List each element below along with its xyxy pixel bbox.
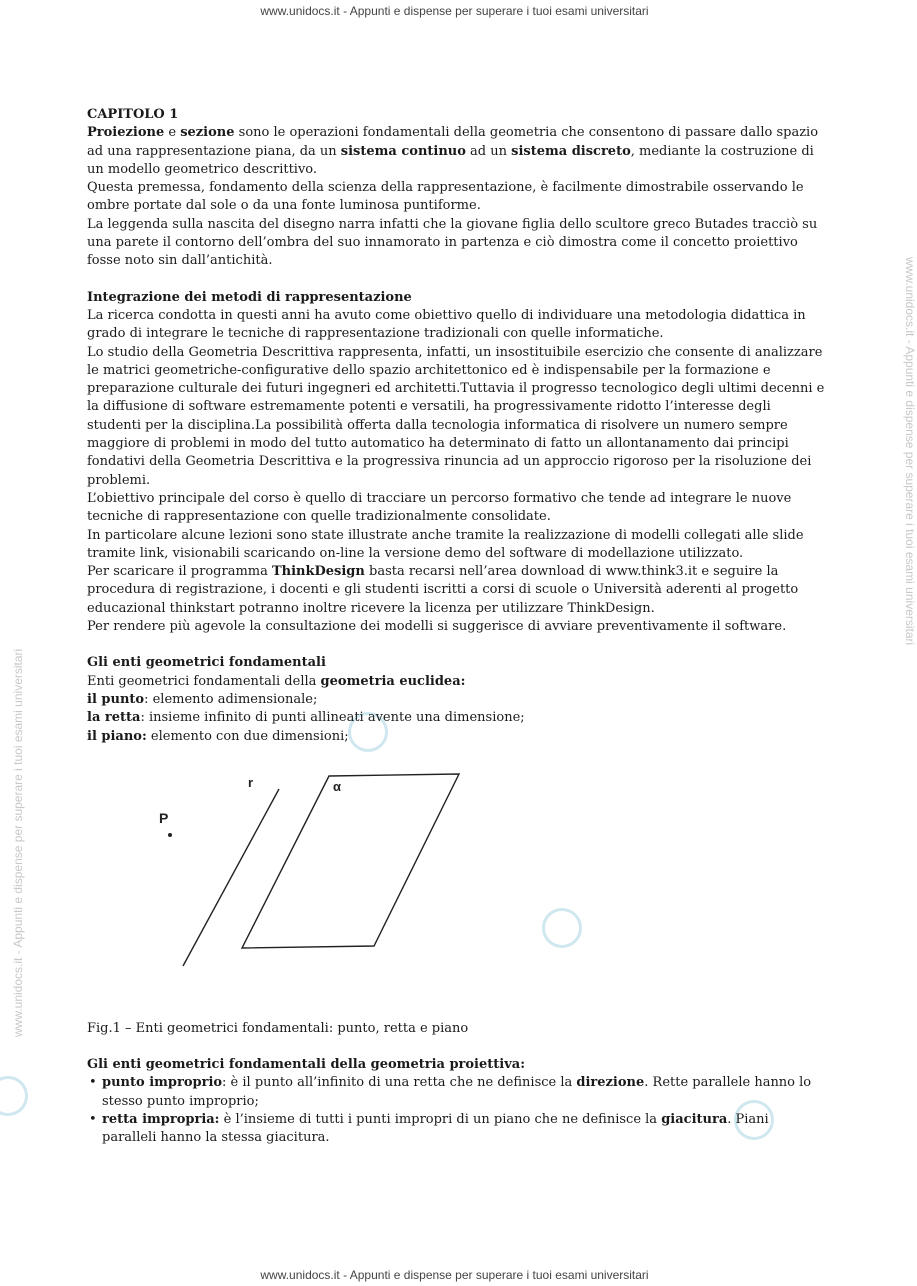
geometry-diagram [147, 754, 507, 994]
figure-caption: Fig.1 – Enti geometrici fondamentali: punto, retta e piano [87, 1020, 469, 1036]
entity-line: la retta: insieme infinito di punti allineati avente una dimensione; [87, 710, 525, 726]
chapter-paragraph-3: La leggenda sulla nascita del disegno narra infatti che la giovane figlia dello scultore greco Butades tracciò su una parete il contorno dell’ombra del suo innamorato in partenza e ciò dimostra come il concetto proiettivo fosse noto sin dall’antichità. [87, 216, 818, 269]
entity-point: il punto: elemento adimensionale; [87, 691, 318, 707]
document-body [87, 106, 827, 1148]
chapter-title: CAPITOLO 1 [87, 107, 179, 122]
right-side-watermark: www.unidocs.it - Appunti e dispense per superare i tuoi esami universitari [903, 257, 917, 646]
integration-paragraph-2: Lo studio della Geometria Descrittiva rappresenta, infatti, un insostituibile esercizio che consente di analizzare le matrici geometriche-configurative dello spazio architettonico ed è indispensabile per la formazione e preparazione culturale dei futuri ingegneri ed architetti.Tuttavia il progresso tecnologico degli ultimi decenni e la diffusione di software estremamente potenti e versatili, ha progressivamente ridotto l’interesse degli studenti per la disciplina.La possibilità offerta dalla tecnologia informatica di risolvere un numero sempre maggiore di problemi in modo del tutto automatico ha determinato di fatto un allontanamento dai principi fondativi della Geometria Descrittiva e la progressiva rinuncia ad un approccio rigoroso per la risoluzione dei problemi. [87, 344, 825, 488]
entities-intro: Enti geometrici fondamentali della geometria euclidea: [87, 673, 466, 689]
section-heading-entities: Gli enti geometrici fondamentali [87, 655, 326, 671]
plane-alpha [242, 774, 459, 948]
point-p-mark [168, 833, 172, 837]
entity-plane: il piano: elemento con due dimensioni; [87, 728, 349, 744]
section-heading-integration: Integrazione dei metodi di rappresentazione [87, 289, 412, 305]
integration-paragraph-4: In particolare alcune lezioni sono state illustrate anche tramite la realizzazione di modelli collegati alle slide tramite link, visionabili scaricando on-line la versione demo del software di modellazione utilizzato. [87, 527, 804, 561]
integration-paragraph-1: La ricerca condotta in questi anni ha avuto come obiettivo quello di individuare una metodologia didattica in grado di integrare le tecniche di rappresentazione tradizionali con quelle informatiche. [87, 307, 806, 342]
figure-1 [87, 754, 827, 1020]
integration-paragraph-6: Per rendere più agevole la consultazione dei modelli si suggerisce di avviare preventivamente il software. [87, 619, 787, 635]
left-side-watermark: www.unidocs.it - Appunti e dispense per superare i tuoi esami universitari [11, 648, 25, 1037]
integration-paragraph-3: L’obiettivo principale del corso è quello di tracciare un percorso formativo che tende ad integrare le nuove tecniche di rappresentazione con quelle tradizionalmente consolidate. [87, 490, 792, 525]
list-item: • punto improprio: è il punto all’infinito di una retta che ne definisce la direzione. Rette parallele hanno lo stesso punto improprio; [102, 1074, 827, 1111]
plane-label: α [333, 778, 341, 794]
chapter-paragraph-2: Questa premessa, fondamento della scienza della rappresentazione, è facilmente dimostrabile osservando le ombre portate dal sole o da una fonte luminosa puntiforme. [87, 180, 804, 214]
integration-paragraph-5: Per scaricare il programma ThinkDesign basta recarsi nell’area download di www.think3.it e seguire la procedura di registrazione, i docenti e gli studenti iscritti a corsi di scuole o Università aderenti al progetto educazional thinkstart potranno inoltre ricevere la licenza per utilizzare ThinkDesign. [87, 564, 799, 616]
watermark-stamp-icon [0, 1076, 28, 1116]
footer-watermark: www.unidocs.it - Appunti e dispense per superare i tuoi esami universitari [260, 1268, 649, 1282]
chapter-paragraph-1: Proiezione e sezione sono le operazioni fondamentali della geometria che consentono di passare dallo spazio ad una rappresentazione piana, da un sistema continuo ad un sistema discreto, mediante la costruzione di un modello geometrico descrittivo. [87, 125, 819, 177]
section-heading-projective: Gli enti geometrici fondamentali della geometria proiettiva: [87, 1057, 525, 1073]
projective-list [87, 1074, 827, 1147]
header-watermark: www.unidocs.it - Appunti e dispense per superare i tuoi esami universitari [260, 4, 649, 18]
line-r [183, 789, 279, 966]
line-label: r [248, 774, 254, 790]
list-item: • retta impropria: è l’insieme di tutti i punti impropri di un piano che ne definisce la giacitura. Piani paralleli hanno la stessa giacitura. [102, 1111, 827, 1148]
point-label: P [159, 809, 169, 826]
